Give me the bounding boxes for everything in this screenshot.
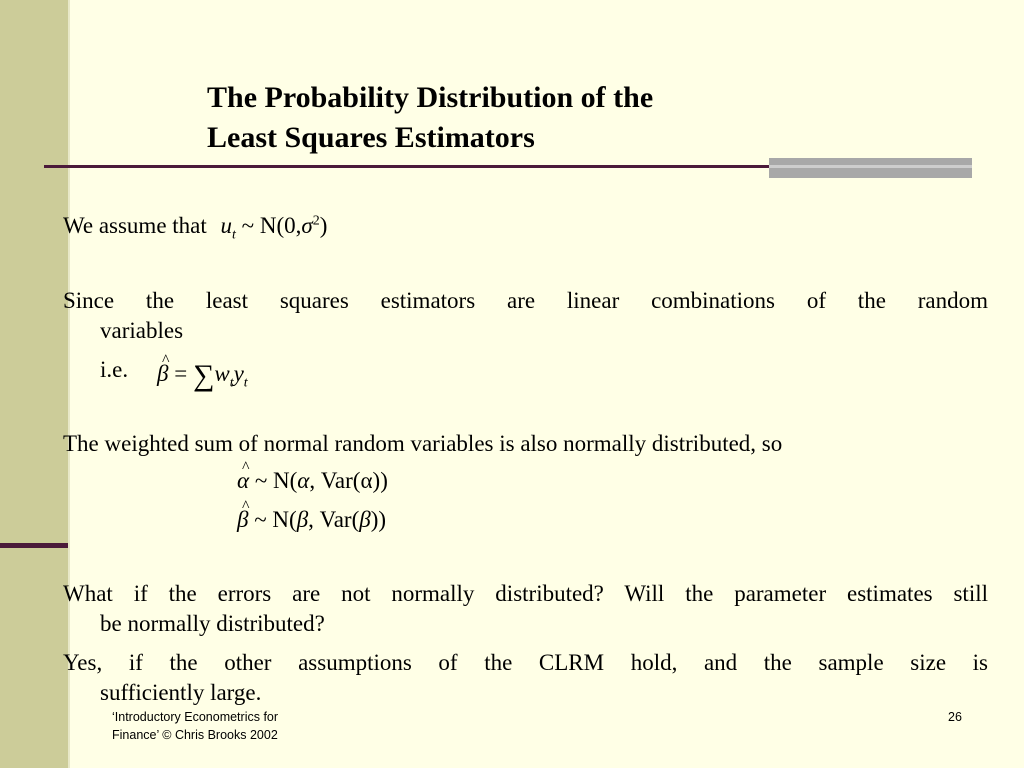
assumption-prefix: We assume that [63, 213, 207, 238]
alpha-dist-mid: , Var( [309, 468, 361, 493]
assumption-line [63, 211, 327, 241]
weighted-sum-sentence: The weighted sum of normal random variables is also normally distributed, so [63, 431, 783, 456]
w-symbol: w [214, 361, 230, 386]
sigma-symbol: σ [301, 213, 313, 238]
beta-dist-post: )) [370, 507, 387, 532]
footer-citation [112, 708, 278, 744]
alpha-symbol: α [297, 468, 310, 493]
beta-dist-pre: ~ N( [248, 507, 297, 532]
slide-title [207, 78, 827, 158]
answer-line-2: sufficiently large. [100, 680, 262, 705]
title-line-1: The Probability Distribution of the [207, 81, 654, 114]
alpha-symbol-var: α [360, 468, 373, 493]
beta-symbol: β [296, 507, 309, 532]
beta-dist-mid: , Var( [308, 507, 360, 532]
beta-hat-equation [157, 359, 248, 391]
w-subscript: t [229, 375, 234, 391]
y-symbol: y [233, 361, 244, 386]
title-accent-block [769, 158, 972, 178]
beta-hat-symbol: ^ β [157, 359, 168, 389]
answer-line-1: Yes, if the other assumptions of the CLRM hold, and the sample size is [63, 650, 988, 675]
title-divider [44, 165, 769, 168]
question-line-1: What if the errors are not normally distributed? Will the parameter estimates still [63, 581, 988, 606]
y-subscript: t [243, 375, 248, 391]
u-subscript: t [232, 227, 236, 243]
equals-sign: = [168, 361, 193, 386]
title-accent-block-line [769, 165, 972, 168]
alpha-hat-symbol: ^ α [237, 466, 249, 496]
sigma-power: 2 [312, 213, 320, 229]
beta-hat-symbol-2: ^ β [237, 505, 248, 535]
footer-line-2: Finance’ © Chris Brooks 2002 [112, 728, 278, 742]
assumption-close: ) [319, 213, 328, 238]
footer-line-1: ‘Introductory Econometrics for [112, 710, 279, 724]
since-line-1: Since the least squares estimators are linear combinations of the random [63, 288, 988, 313]
title-line-2: Least Squares Estimators [207, 121, 535, 154]
beta-distribution [237, 505, 386, 535]
side-band [0, 0, 68, 768]
since-line-2: variables [100, 318, 184, 343]
alpha-distribution [237, 466, 388, 496]
u-symbol: u [220, 213, 233, 238]
ie-label: i.e. [100, 357, 129, 382]
side-accent-bar [0, 543, 68, 548]
alpha-dist-pre: ~ N( [249, 468, 298, 493]
alpha-dist-post: )) [372, 468, 388, 493]
assumption-dist: ~ N(0, [235, 213, 302, 238]
summation-sign: ∑ [192, 359, 215, 392]
beta-symbol-var: β [359, 507, 371, 532]
page-number: 26 [948, 710, 962, 724]
question-line-2: be normally distributed? [100, 611, 325, 636]
